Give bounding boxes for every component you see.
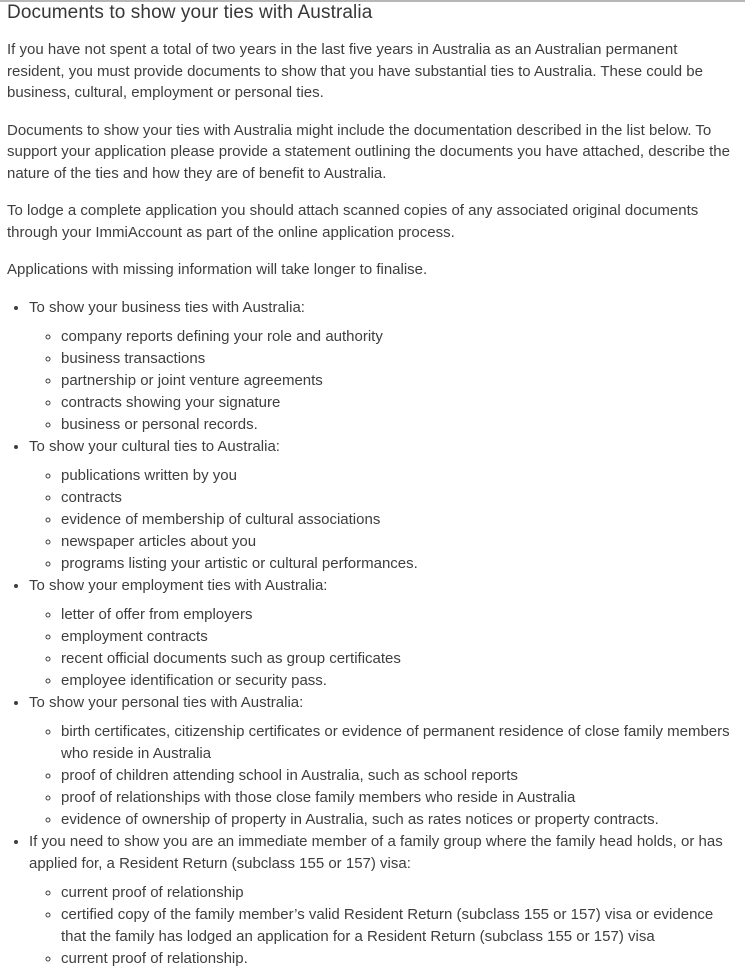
ties-sub-item: ◦ newspaper articles about you [61,531,738,553]
ties-group [29,436,738,575]
ties-sub-item: ◦ certified copy of the family member’s valid Resident Return (subclass 155 or 157) visa or evidence that the family has lodged an application for a Resident Return (subclass 155 or 157) visa [61,904,738,948]
ties-sub-item: ◦ evidence of membership of cultural associations [61,509,738,531]
ties-group [29,831,738,970]
paragraph: Documents to show your ties with Australia might include the documentation described in the list below. To support your application please provide a statement outlining the documents you have attached, describe the nature of the ties and how they are of benefit to Australia. [7,121,730,182]
ties-group-label: If you need to show you are an immediate member of a family group where the family head holds, or has applied for, a Resident Return (subclass 155 or 157) visa: [29,832,723,872]
ties-sub-item: ◦ employee identification or security pass. [61,670,738,692]
ties-sub-item: ◦ proof of children attending school in Australia, such as school reports [61,765,738,787]
ties-group [29,575,738,692]
ties-sub-item: ◦ employment contracts [61,626,738,648]
ties-sub-item: ◦ current proof of relationship [61,882,738,904]
ties-sub-item: ◦ publications written by you [61,465,738,487]
ties-sub-list [29,604,738,692]
paragraph: If you have not spent a total of two years in the last five years in Australia as an Australian permanent resident, you must provide documents to show that you have substantial ties to Australia. These could be business, cultural, employment or personal ties. [7,41,703,101]
ties-group-label: To show your employment ties with Australia: [29,576,328,594]
ties-sub-item: ◦ letter of offer from employers [61,604,738,626]
ties-sub-list [29,721,738,831]
ties-sub-item: ◦ programs listing your artistic or cultural performances. [61,553,738,575]
ties-sub-list [29,882,738,970]
ties-group [29,692,738,831]
ties-sub-item: ◦ birth certificates, citizenship certificates or evidence of permanent residence of close family members who reside in Australia [61,721,738,765]
paragraph: Applications with missing information will take longer to finalise. [7,261,428,278]
ties-sub-item: ◦ current proof of relationship. [61,948,738,970]
ties-sub-item: ◦ business or personal records. [61,414,738,436]
ties-sub-list [29,326,738,436]
ties-group-label: To show your cultural ties to Australia: [29,437,280,455]
ties-sub-item: ◦ proof of relationships with those close family members who reside in Australia [61,787,738,809]
ties-sub-list [29,465,738,575]
ties-sub-item: ◦ business transactions [61,348,738,370]
ties-list [7,297,738,970]
ties-sub-item: ◦ partnership or joint venture agreements [61,370,738,392]
ties-sub-item: ◦ contracts showing your signature [61,392,738,414]
intro-paragraphs [7,39,738,281]
ties-sub-item: ◦ contracts [61,487,738,509]
paragraph: To lodge a complete application you should attach scanned copies of any associated original documents through your ImmiAccount as part of the online application process. [7,202,699,241]
ties-group-label: To show your business ties with Australia: [29,298,305,316]
ties-sub-item: ◦ evidence of ownership of property in Australia, such as rates notices or property contracts. [61,809,738,831]
ties-group-label: To show your personal ties with Australia: [29,693,304,711]
ties-sub-item: ◦ recent official documents such as group certificates [61,648,738,670]
page-title: Documents to show your ties with Australia [7,2,373,23]
ties-group [29,297,738,436]
ties-sub-item: ◦ company reports defining your role and authority [61,326,738,348]
